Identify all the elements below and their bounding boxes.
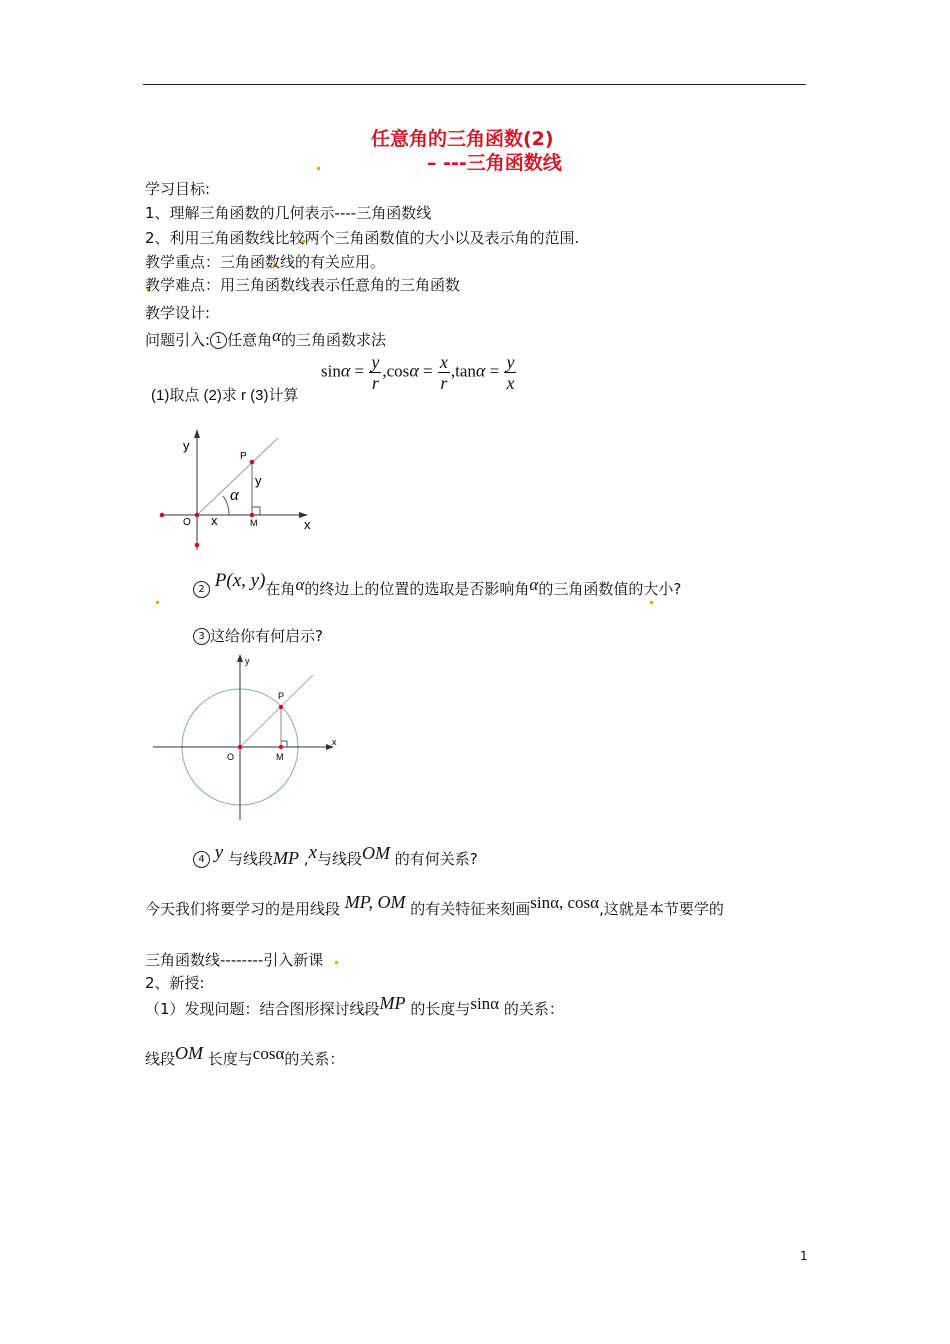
q2-text-b: 的终边上的位置的选取是否影响角 [304, 580, 530, 598]
today-text-a: 今天我们将要学习的是用线段 [145, 900, 341, 918]
alpha: α [529, 575, 539, 594]
q2-text-c: 的三角函数值的大小? [538, 580, 682, 598]
alpha-symbol: α [272, 326, 282, 345]
point-bottom [195, 543, 200, 548]
intro-text-b: 的三角函数求法 [281, 331, 387, 349]
page-title: 任意角的三角函数(2) [371, 128, 554, 150]
steps: (1)取点 (2)求 r (3)计算 [151, 387, 299, 404]
om-line [145, 1043, 345, 1069]
numerator: y [371, 352, 380, 372]
numerator: y [506, 352, 515, 372]
fraction-y-x [504, 352, 516, 393]
page-number: 1 [800, 1249, 808, 1263]
objective-item-2: 2、利用三角函数线比较两个三角函数值的大小以及表示角的范围. [145, 229, 580, 247]
angle-arc [223, 496, 229, 515]
alpha: α [340, 360, 351, 381]
q4-text-a: 与线段 [228, 850, 274, 868]
new-lesson-heading: 2、新授: [145, 974, 205, 992]
today-line-2: 三角函数线--------引入新课 [145, 951, 324, 969]
funcs-symbol: sinα, cosα [530, 893, 600, 912]
q3-text: 这给你有何启示? [210, 627, 323, 645]
point-o [195, 513, 200, 518]
intro-line [145, 326, 386, 350]
question-2 [193, 570, 682, 600]
alpha-label: α [230, 485, 239, 504]
x-symbol: x [308, 842, 318, 863]
o-label: O [183, 517, 191, 528]
sin-label: sin [321, 361, 341, 381]
q4-comma: , [303, 850, 309, 868]
key-point: 教学重点：三角函数线的有关应用。 [145, 253, 386, 271]
circled-number: 2 [193, 581, 210, 598]
alpha: α [475, 360, 486, 381]
point-p [279, 705, 283, 709]
o-label: O [227, 752, 235, 762]
circled-number: 4 [193, 851, 210, 868]
y-symbol: y [214, 842, 224, 863]
question-3 [193, 625, 323, 646]
om-text-a: 线段 [145, 1050, 176, 1068]
alpha: α [409, 360, 419, 381]
sin-symbol: sinα [470, 994, 500, 1013]
p-label: P [278, 691, 285, 701]
fraction-y-r [369, 352, 381, 393]
marker-dot [335, 961, 338, 964]
q4-text-c: 的有何关系? [390, 850, 478, 868]
circled-number: 3 [193, 628, 210, 645]
discover-text-c: 的关系： [503, 1000, 564, 1018]
y-arrow-icon [194, 429, 200, 438]
q2-text-a: 在角 [265, 580, 296, 598]
objective-item-1: 1、理解三角函数的几何表示----三角函数线 [145, 204, 432, 222]
fraction-x-r [438, 352, 450, 393]
y-axis-label: y [245, 656, 250, 666]
marker-dot [317, 167, 320, 170]
x-axis-label: x [332, 737, 337, 747]
intro-prefix: 问题引入: [145, 331, 211, 349]
y-axis-label: y [183, 438, 190, 453]
mp-symbol: MP [273, 848, 300, 868]
trig-formula [321, 352, 517, 393]
marker-dot [650, 601, 653, 604]
point-m [279, 745, 283, 749]
page-subtitle: – ---三角函数线 [427, 152, 562, 174]
denominator: r [371, 373, 379, 393]
tan-label: ,tan [450, 361, 476, 381]
y-segment-label: y [255, 473, 262, 488]
denominator: x [506, 373, 515, 393]
intro-text-a: 任意角 [227, 331, 273, 349]
point-p [250, 460, 255, 465]
design-heading: 教学设计: [145, 304, 211, 322]
x-segment-label: x [211, 513, 218, 528]
point-m [250, 513, 255, 518]
q4-text-b: 与线段 [317, 850, 363, 868]
m-label: M [276, 752, 284, 762]
om-symbol: OM [175, 1043, 204, 1063]
discover-text-a: （1）发现问题：结合图形探讨线段 [145, 1000, 380, 1018]
p-label: P [240, 451, 247, 462]
today-text-c: ,这就是本节要学的 [599, 900, 724, 918]
numerator: x [439, 352, 448, 372]
header-rule [143, 84, 806, 85]
marker-dot [156, 601, 159, 604]
x-axis-label: x [304, 517, 311, 532]
point-left [160, 513, 165, 518]
om-text-c: 的关系： [284, 1050, 345, 1068]
om-text-b: 长度与 [203, 1050, 253, 1068]
objectives-heading: 学习目标: [145, 180, 211, 198]
y-arrow-icon [237, 654, 243, 662]
denominator: r [440, 373, 448, 393]
m-label: M [250, 518, 258, 528]
terminal-side [240, 675, 313, 747]
cos-label: ,cos [382, 361, 410, 381]
mp-symbol: MP [379, 993, 406, 1013]
circled-number: 1 [210, 332, 227, 349]
equals: = [354, 361, 365, 381]
segments-symbol: MP, OM [344, 892, 406, 912]
point-o [238, 745, 242, 749]
today-line-1 [145, 892, 724, 919]
om-symbol: OM [362, 843, 391, 863]
unit-circle-diagram [150, 650, 350, 825]
difficulty: 教学难点：用三角函数线表示任意角的三角函数 [145, 276, 461, 294]
discover-line [145, 993, 564, 1019]
question-4 [193, 842, 478, 870]
discover-text-b: 的长度与 [410, 1000, 471, 1018]
angle-diagram [150, 425, 330, 560]
alpha: α [295, 575, 305, 594]
cos-symbol: cosα [252, 1044, 285, 1063]
equals: = [423, 361, 433, 381]
today-text-b: 的有关特征来刻画 [410, 900, 531, 918]
equals: = [489, 361, 500, 381]
point-p-expression: P(x, y) [214, 570, 266, 591]
